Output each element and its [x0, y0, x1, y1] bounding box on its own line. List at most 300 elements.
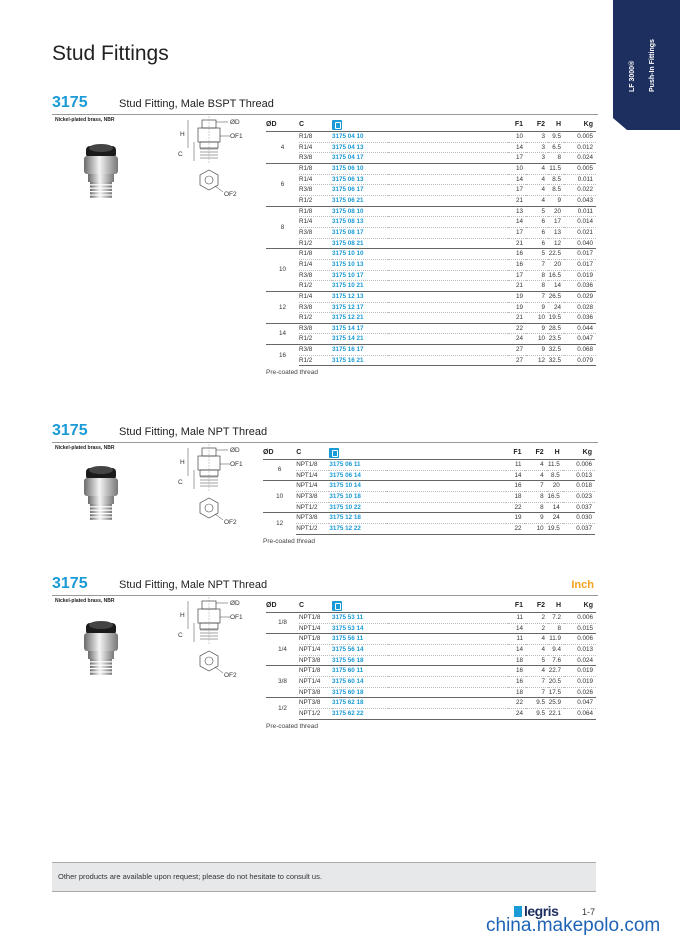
drawing-label-f2: OF2 — [224, 519, 237, 526]
h-cell: 19.5 — [547, 523, 563, 534]
part-number-cell: 3175 12 21 — [332, 313, 388, 324]
unit-badge: Inch — [571, 579, 594, 591]
kg-cell: 0.006 — [564, 634, 596, 645]
thread-cell: NPT3/8 — [299, 655, 332, 666]
part-number-cell: 3175 08 10 — [332, 206, 388, 217]
f1-cell: 17 — [508, 185, 526, 196]
dimension-drawing — [168, 597, 248, 697]
section-code: 3175 — [52, 575, 88, 592]
h-cell: 26.5 — [548, 291, 564, 302]
table-header — [266, 118, 596, 132]
header-f1: F1 — [513, 449, 522, 456]
kg-cell: 0.047 — [564, 334, 596, 345]
h-cell: 8.5 — [548, 174, 564, 185]
f2-cell: 9.5 — [526, 708, 548, 719]
od-cell: 12 — [266, 291, 299, 323]
f1-cell: 10 — [508, 163, 526, 174]
thread-cell: NPT1/4 — [299, 623, 332, 634]
drawing-label-c: C — [178, 151, 183, 158]
thread-cell: R3/8 — [299, 302, 332, 313]
kg-cell: 0.013 — [564, 644, 596, 655]
thread-cell: R1/4 — [299, 174, 332, 185]
f2-cell: 4 — [525, 470, 547, 481]
table-row — [266, 334, 596, 345]
table-row — [266, 195, 596, 206]
kg-cell: 0.024 — [564, 153, 596, 164]
kg-cell: 0.017 — [564, 249, 596, 260]
f1-cell: 14 — [508, 142, 526, 153]
f2-cell: 3 — [526, 132, 548, 143]
f2-cell: 8 — [525, 491, 547, 502]
section-code: 3175 — [52, 422, 88, 439]
coating-note: Pre-coated thread — [266, 369, 319, 376]
table-row — [263, 502, 595, 513]
side-tab-series: LF 3000® — [629, 60, 636, 92]
f1-cell: 19 — [506, 513, 524, 524]
f2-cell: 2 — [526, 613, 548, 624]
f2-cell: 7 — [526, 259, 548, 270]
part-number-cell: 3175 10 17 — [332, 270, 388, 281]
h-cell: 24 — [548, 302, 564, 313]
f1-cell: 14 — [506, 470, 524, 481]
f2-cell: 9.5 — [526, 698, 548, 709]
spacer-cell — [388, 708, 508, 719]
kg-cell: 0.014 — [564, 217, 596, 228]
f1-cell: 22 — [506, 502, 524, 513]
h-cell: 20 — [548, 259, 564, 270]
f1-cell: 21 — [508, 238, 526, 249]
table-row — [266, 249, 596, 260]
thread-cell: R3/8 — [299, 227, 332, 238]
thread-cell: NPT3/8 — [299, 698, 332, 709]
kg-cell: 0.019 — [564, 270, 596, 281]
h-cell: 8 — [548, 623, 564, 634]
spacer-cell — [388, 655, 508, 666]
thread-cell: R1/8 — [299, 132, 332, 143]
f1-cell: 11 — [508, 634, 526, 645]
kg-cell: 0.043 — [564, 195, 596, 206]
header-spacer — [386, 446, 507, 460]
f2-cell: 3 — [526, 153, 548, 164]
f2-cell: 7 — [526, 676, 548, 687]
table-row — [266, 676, 596, 687]
h-cell: 16.5 — [547, 491, 563, 502]
spacer-cell — [388, 163, 508, 174]
section-rule — [52, 442, 598, 443]
table-row — [266, 206, 596, 217]
h-cell: 8.5 — [548, 185, 564, 196]
table-row — [266, 698, 596, 709]
table-row — [266, 345, 596, 356]
f2-cell: 5 — [526, 655, 548, 666]
f1-cell: 14 — [508, 217, 526, 228]
spacer-cell — [388, 687, 508, 698]
drawing-label-c: C — [178, 632, 183, 639]
spacer-cell — [386, 502, 507, 513]
kg-cell: 0.036 — [564, 281, 596, 292]
part-number-cell: 3175 06 11 — [329, 460, 385, 471]
part-number-cell: 3175 06 10 — [332, 163, 388, 174]
drawing-label-f2: OF2 — [224, 672, 237, 679]
spacer-cell — [386, 523, 507, 534]
spacer-cell — [388, 142, 508, 153]
header-spacer — [388, 599, 508, 613]
part-number-cell: 3175 14 17 — [332, 323, 388, 334]
spacer-cell — [388, 270, 508, 281]
kg-cell: 0.023 — [563, 491, 595, 502]
spacer-cell — [388, 206, 508, 217]
spacer-cell — [388, 634, 508, 645]
spacer-cell — [388, 666, 508, 677]
kg-cell: 0.005 — [564, 163, 596, 174]
h-cell: 14 — [547, 502, 563, 513]
table-row — [263, 481, 595, 492]
f1-cell: 16 — [508, 676, 526, 687]
h-cell: 24 — [547, 513, 563, 524]
h-cell: 12 — [548, 238, 564, 249]
part-number-cell: 3175 53 11 — [332, 613, 388, 624]
section-code: 3175 — [52, 94, 88, 111]
kg-cell: 0.019 — [564, 666, 596, 677]
kg-cell: 0.018 — [563, 481, 595, 492]
header-spacer — [388, 118, 508, 132]
drawing-label-c: C — [178, 479, 183, 486]
part-number-cell: 3175 10 13 — [332, 259, 388, 270]
f1-cell: 14 — [508, 174, 526, 185]
page-title: Stud Fittings — [52, 42, 169, 65]
table-row — [266, 355, 596, 366]
od-cell: 1/2 — [266, 698, 299, 719]
watermark: china.makepolo.com — [486, 915, 661, 936]
h-cell: 25.9 — [548, 698, 564, 709]
footer-note-box — [52, 862, 596, 892]
material-label: Nickel-plated brass, NBR — [55, 117, 115, 123]
spacer-cell — [388, 195, 508, 206]
table-row — [266, 163, 596, 174]
thread-cell: R1/2 — [299, 355, 332, 366]
dimensions-table — [263, 446, 595, 535]
spacer-cell — [388, 259, 508, 270]
kg-cell: 0.064 — [564, 708, 596, 719]
f2-cell: 5 — [526, 206, 548, 217]
f2-cell: 9 — [526, 323, 548, 334]
f1-cell: 16 — [508, 249, 526, 260]
thread-cell: R3/8 — [299, 153, 332, 164]
h-cell: 14 — [548, 281, 564, 292]
f1-cell: 14 — [508, 623, 526, 634]
f1-cell: 18 — [506, 491, 524, 502]
header-c: C — [296, 449, 302, 456]
fitting-photo — [76, 142, 128, 200]
kg-cell: 0.036 — [564, 313, 596, 324]
f2-cell: 8 — [526, 270, 548, 281]
f2-cell: 10 — [526, 334, 548, 345]
thread-cell: NPT1/8 — [299, 634, 332, 645]
part-number-cell: 3175 12 22 — [329, 523, 385, 534]
f2-cell: 4 — [525, 460, 547, 471]
kg-cell: 0.013 — [563, 470, 595, 481]
thread-cell: R1/8 — [299, 206, 332, 217]
drawing-label-f1: OF1 — [230, 461, 243, 468]
kg-cell: 0.037 — [563, 502, 595, 513]
table-row — [266, 708, 596, 719]
drawing-label-h: H — [180, 459, 185, 466]
f2-cell: 7 — [525, 481, 547, 492]
header-h: H — [554, 449, 560, 456]
f2-cell: 5 — [526, 249, 548, 260]
thread-cell: R1/8 — [299, 163, 332, 174]
spacer-cell — [386, 470, 507, 481]
od-cell: 10 — [266, 249, 299, 292]
f2-cell: 9 — [526, 302, 548, 313]
h-cell: 23.5 — [548, 334, 564, 345]
spacer-cell — [388, 249, 508, 260]
spacer-cell — [386, 460, 507, 471]
table-row — [266, 634, 596, 645]
part-number-cell: 3175 62 22 — [332, 708, 388, 719]
spacer-cell — [388, 334, 508, 345]
spacer-cell — [388, 698, 508, 709]
spacer-cell — [388, 238, 508, 249]
thread-cell: R1/8 — [299, 249, 332, 260]
f2-cell: 7 — [526, 291, 548, 302]
thread-cell: NPT1/8 — [299, 666, 332, 677]
f2-cell: 7 — [526, 687, 548, 698]
drawing-label-od: ØD — [230, 447, 240, 454]
kg-cell: 0.026 — [564, 687, 596, 698]
part-number-cell: 3175 16 17 — [332, 345, 388, 356]
f2-cell: 10 — [525, 523, 547, 534]
fitting-photo — [76, 464, 128, 522]
dimension-drawing — [168, 444, 248, 544]
header-c: C — [299, 602, 305, 609]
table-row — [263, 491, 595, 502]
table-header — [266, 599, 596, 613]
header-od: ØD — [266, 602, 277, 609]
header-catalogue — [332, 599, 388, 613]
od-cell: 10 — [263, 481, 296, 513]
f2-cell: 8 — [525, 502, 547, 513]
h-cell: 19.5 — [548, 313, 564, 324]
f1-cell: 21 — [508, 281, 526, 292]
header-kg: Kg — [583, 602, 593, 609]
h-cell: 11.5 — [547, 460, 563, 471]
header-f1: F1 — [514, 602, 523, 609]
table-row — [266, 174, 596, 185]
part-number-cell: 3175 04 13 — [332, 142, 388, 153]
spacer-cell — [388, 174, 508, 185]
header-catalogue — [332, 118, 388, 132]
h-cell: 8.5 — [547, 470, 563, 481]
catalogue-code-icon — [332, 601, 342, 611]
od-cell: 4 — [266, 132, 299, 164]
thread-cell: R1/2 — [299, 195, 332, 206]
part-number-cell: 3175 60 11 — [332, 666, 388, 677]
kg-cell: 0.029 — [564, 291, 596, 302]
h-cell: 13 — [548, 227, 564, 238]
h-cell: 16.5 — [548, 270, 564, 281]
header-h: H — [555, 602, 561, 609]
spacer-cell — [388, 623, 508, 634]
h-cell: 17.5 — [548, 687, 564, 698]
table-row — [263, 460, 595, 471]
section-rule — [52, 595, 598, 596]
part-number-cell: 3175 60 14 — [332, 676, 388, 687]
thread-cell: R1/4 — [299, 142, 332, 153]
material-label: Nickel-plated brass, NBR — [55, 598, 115, 604]
od-cell: 3/8 — [266, 666, 299, 698]
kg-cell: 0.037 — [563, 523, 595, 534]
f1-cell: 22 — [508, 323, 526, 334]
f1-cell: 16 — [508, 259, 526, 270]
brand-name: legris — [524, 903, 559, 919]
table-row — [263, 523, 595, 534]
thread-cell: R1/2 — [299, 281, 332, 292]
table-row — [266, 270, 596, 281]
f2-cell: 4 — [526, 163, 548, 174]
kg-cell: 0.017 — [564, 259, 596, 270]
spacer-cell — [388, 613, 508, 624]
drawing-label-f2: OF2 — [224, 191, 237, 198]
f1-cell: 11 — [508, 613, 526, 624]
h-cell: 28.5 — [548, 323, 564, 334]
h-cell: 9 — [548, 195, 564, 206]
od-cell: 12 — [263, 513, 296, 534]
catalogue-code-icon — [329, 448, 339, 458]
od-cell: 8 — [266, 206, 299, 249]
spacer-cell — [388, 676, 508, 687]
catalogue-code-icon — [332, 120, 342, 130]
thread-cell: R1/4 — [299, 217, 332, 228]
f2-cell: 6 — [526, 238, 548, 249]
f1-cell: 17 — [508, 270, 526, 281]
spacer-cell — [386, 481, 507, 492]
page-number: 1-7 — [582, 907, 596, 917]
part-number-cell: 3175 56 14 — [332, 644, 388, 655]
f2-cell: 4 — [526, 174, 548, 185]
thread-cell: NPT3/8 — [296, 491, 329, 502]
table-row — [263, 513, 595, 524]
thread-cell: R3/8 — [299, 323, 332, 334]
thread-cell: R1/2 — [299, 334, 332, 345]
spacer-cell — [388, 185, 508, 196]
thread-cell: NPT1/8 — [296, 460, 329, 471]
h-cell: 7.2 — [548, 613, 564, 624]
spacer-cell — [388, 644, 508, 655]
f1-cell: 22 — [506, 523, 524, 534]
h-cell: 9.5 — [548, 132, 564, 143]
spacer-cell — [388, 132, 508, 143]
side-tab-shape — [613, 0, 680, 130]
part-number-cell: 3175 08 13 — [332, 217, 388, 228]
spacer-cell — [388, 323, 508, 334]
spacer-cell — [388, 227, 508, 238]
f1-cell: 10 — [508, 132, 526, 143]
thread-cell: NPT1/4 — [296, 481, 329, 492]
f2-cell: 4 — [526, 195, 548, 206]
h-cell: 6.5 — [548, 142, 564, 153]
part-number-cell: 3175 56 18 — [332, 655, 388, 666]
table-row — [266, 666, 596, 677]
kg-cell: 0.068 — [564, 345, 596, 356]
h-cell: 22.1 — [548, 708, 564, 719]
table-row — [266, 313, 596, 324]
thread-cell: NPT3/8 — [299, 687, 332, 698]
kg-cell: 0.006 — [563, 460, 595, 471]
f1-cell: 24 — [508, 708, 526, 719]
f1-cell: 27 — [508, 345, 526, 356]
f2-cell: 12 — [526, 355, 548, 366]
f1-cell: 18 — [508, 655, 526, 666]
od-cell: 6 — [266, 163, 299, 206]
part-number-cell: 3175 06 21 — [332, 195, 388, 206]
part-number-cell: 3175 10 21 — [332, 281, 388, 292]
od-cell: 1/8 — [266, 613, 299, 634]
h-cell: 32.5 — [548, 345, 564, 356]
table-row — [266, 132, 596, 143]
part-number-cell: 3175 14 21 — [332, 334, 388, 345]
thread-cell: R3/8 — [299, 345, 332, 356]
header-kg: Kg — [583, 121, 593, 128]
f2-cell: 6 — [526, 217, 548, 228]
section-npt-inch — [52, 575, 598, 745]
spacer-cell — [388, 345, 508, 356]
header-f2: F2 — [535, 449, 544, 456]
spacer-cell — [386, 491, 507, 502]
part-number-cell: 3175 12 18 — [329, 513, 385, 524]
part-number-cell: 3175 16 21 — [332, 355, 388, 366]
part-number-cell: 3175 10 14 — [329, 481, 385, 492]
table-row — [266, 644, 596, 655]
kg-cell: 0.022 — [564, 185, 596, 196]
table-row — [266, 185, 596, 196]
header-od: ØD — [263, 449, 274, 456]
table-row — [266, 227, 596, 238]
spacer-cell — [388, 153, 508, 164]
side-tab — [613, 0, 680, 130]
drawing-label-od: ØD — [230, 119, 240, 126]
table-row — [266, 687, 596, 698]
kg-cell: 0.047 — [564, 698, 596, 709]
header-od: ØD — [266, 121, 277, 128]
table-row — [266, 323, 596, 334]
f1-cell: 24 — [508, 334, 526, 345]
f2-cell: 4 — [526, 666, 548, 677]
table-row — [266, 153, 596, 164]
section-title: Stud Fitting, Male NPT Thread — [119, 426, 268, 438]
kg-cell: 0.005 — [564, 132, 596, 143]
f1-cell: 21 — [508, 313, 526, 324]
part-number-cell: 3175 12 17 — [332, 302, 388, 313]
f1-cell: 19 — [508, 291, 526, 302]
h-cell: 20 — [548, 206, 564, 217]
thread-cell: R1/2 — [299, 238, 332, 249]
f1-cell: 14 — [508, 644, 526, 655]
drawing-label-f1: OF1 — [230, 614, 243, 621]
h-cell: 22.5 — [548, 249, 564, 260]
f1-cell: 13 — [508, 206, 526, 217]
spacer-cell — [386, 513, 507, 524]
kg-cell: 0.040 — [564, 238, 596, 249]
table-row — [266, 302, 596, 313]
table-row — [266, 259, 596, 270]
thread-cell: R3/8 — [299, 185, 332, 196]
part-number-cell: 3175 04 10 — [332, 132, 388, 143]
part-number-cell: 3175 53 14 — [332, 623, 388, 634]
f1-cell: 16 — [506, 481, 524, 492]
header-h: H — [555, 121, 561, 128]
f1-cell: 17 — [508, 227, 526, 238]
